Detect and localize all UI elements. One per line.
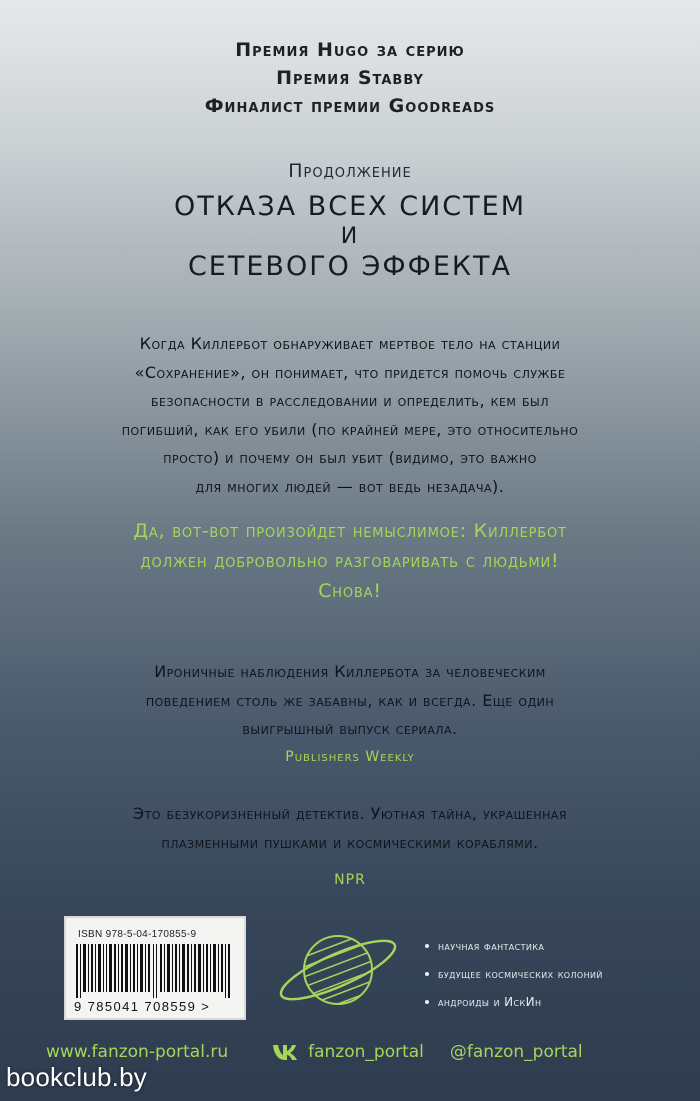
- watermark: bookclub.by: [6, 1062, 147, 1092]
- review-line: Это безукоризненный детектив. Уютная тайна, украшенная: [132, 804, 568, 823]
- sequel-title-1: ОТКАЗА ВСЕХ СИСТЕМ: [173, 191, 526, 222]
- award-stabby: Премия Stabby: [276, 67, 424, 89]
- barcode: [76, 944, 236, 998]
- vk-link[interactable]: [272, 1042, 424, 1062]
- review-quote-1: [50, 658, 650, 744]
- review-line: Ироничные наблюдения Киллербота за человеческим: [154, 662, 546, 681]
- genre-item: [425, 932, 603, 960]
- synopsis-line: «Сохранение», он понимает, что придется помочь службе: [134, 362, 566, 382]
- review-source-2: NPR: [334, 872, 366, 888]
- genre-label: будущее космических колоний: [438, 967, 603, 981]
- sequel-title-2: СЕТЕВОГО ЭФФЕКТА: [187, 251, 513, 282]
- sequel-intro: Продолжение: [288, 160, 412, 182]
- tagline-line: должен добровольно разговаривать с людьми!: [140, 550, 560, 572]
- review-line: выигрышный выпуск сериала.: [242, 719, 458, 738]
- review-source-1: Publishers Weekly: [285, 749, 415, 765]
- award-hugo: Премия Hugo за серию: [235, 39, 465, 61]
- synopsis-line: погибший, как его убили (по крайней мере, это относительно: [121, 419, 579, 439]
- synopsis: [40, 330, 660, 501]
- sequel-conjunction: И: [340, 224, 360, 249]
- sequel-titles: [0, 190, 700, 284]
- genre-label: научная фантастика: [438, 939, 545, 953]
- website-link[interactable]: www.fanzon-portal.ru: [46, 1042, 229, 1062]
- telegram-link[interactable]: @fanzon_portal: [449, 1042, 583, 1062]
- barcode-digits: 9 785041 708559 >: [74, 999, 211, 1014]
- awards-list: [0, 36, 700, 120]
- vk-icon: [272, 1042, 302, 1062]
- synopsis-line: безопасности в расследовании и определить, кем был: [150, 391, 549, 410]
- genre-list: [425, 932, 603, 1016]
- isbn-barcode-box: [64, 916, 246, 1020]
- synopsis-line: Когда Киллербот обнаруживает мертвое тело на станции: [139, 334, 561, 353]
- planet-icon: [276, 920, 406, 1020]
- genre-label: андроиды и ИскИн: [438, 995, 542, 1009]
- review-line: поведением столь же забавны, как и всегда. Еще один: [145, 690, 555, 710]
- genre-item: [425, 960, 603, 988]
- bullet-icon: [425, 1000, 429, 1004]
- highlight-tagline: [30, 516, 670, 606]
- review-quote-2: [30, 800, 670, 857]
- tagline-line: Снова!: [318, 580, 382, 602]
- bullet-icon: [425, 944, 429, 948]
- synopsis-line: просто) и почему он был убит (видимо, это важно: [163, 448, 537, 467]
- review-line: плазменными пушками и космическими кораблями.: [161, 832, 539, 852]
- synopsis-line: для многих людей — вот ведь незадача).: [195, 476, 505, 496]
- isbn-label: ISBN 978-5-04-170855-9: [78, 929, 197, 940]
- award-goodreads: Финалист премии Goodreads: [204, 95, 496, 117]
- bullet-icon: [425, 972, 429, 976]
- tagline-line: Да, вот-вот произойдет немыслимое: Киллербот: [133, 520, 567, 542]
- contacts-bar: [46, 1042, 670, 1062]
- vk-handle: fanzon_portal: [308, 1042, 424, 1062]
- genre-item: [425, 988, 603, 1016]
